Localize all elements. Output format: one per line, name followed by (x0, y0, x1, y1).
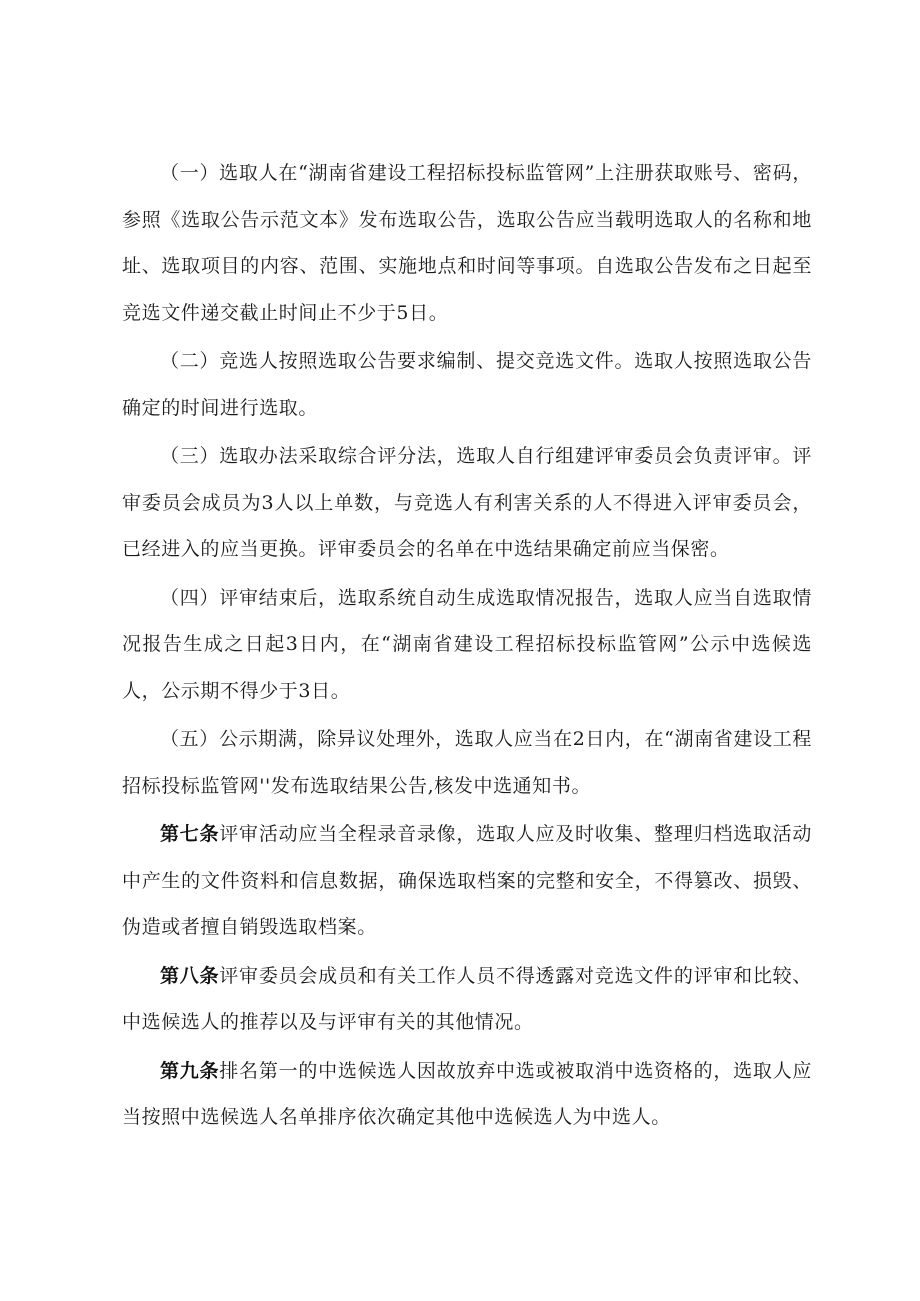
article-7-label: 第七条 (160, 823, 220, 845)
article-8-text: 评审委员会成员和有关工作人员不得透露对竞选文件的评审和比较、中选候选人的推荐以及与评审有关的其他情况。 (122, 964, 812, 1033)
document-body (122, 150, 812, 1141)
paragraph-3 (122, 433, 812, 573)
paragraph-5-text: （五）公示期满，除异议处理外，选取人应当在2日内，在“湖南省建设工程招标投标监管网''发布选取结果公告,核发中选通知书。 (122, 728, 812, 797)
article-8-label: 第八条 (160, 964, 220, 987)
article-8 (122, 953, 812, 1046)
paragraph-2-text: （二）竞选人按照选取公告要求编制、提交竞选文件。选取人按照选取公告确定的时间进行选取。 (122, 350, 812, 419)
paragraph-3-text: （三）选取办法采取综合评分法，选取人自行组建评审委员会负责评审。评审委员会成员为3人以上单数，与竞选人有利害关系的人不得进入评审委员会，已经进入的应当更换。评审委员会的名单在中选结果确定前应当保密。 (122, 445, 812, 560)
article-7-text: 评审活动应当全程录音录像，选取人应及时收集、整理归档选取活动中产生的文件资料和信息数据，确保选取档案的完整和安全，不得篡改、损毁、伪造或者擅自销毁选取档案。 (122, 823, 812, 938)
paragraph-1 (122, 150, 812, 336)
paragraph-5 (122, 716, 812, 809)
article-7 (122, 811, 812, 951)
paragraph-2 (122, 338, 812, 431)
paragraph-4-text: （四）评审结束后，选取系统自动生成选取情况报告，选取人应当自选取情况报告生成之日起3日内，在“湖南省建设工程招标投标监管网”公示中选候选人，公示期不得少于3日。 (122, 586, 812, 702)
paragraph-4 (122, 575, 812, 715)
paragraph-1-text: （一）选取人在“湖南省建设工程招标投标监管网”上注册获取账号、密码，参照《选取公告示范文本》发布选取公告，选取公告应当载明选取人的名称和地址、选取项目的内容、范围、实施地点和时间等事项。自选取公告发布之日起至竞选文件递交截止时间止不少于5日。 (122, 162, 812, 324)
article-9-label: 第九条 (160, 1059, 220, 1082)
article-9 (122, 1048, 812, 1141)
article-9-text: 排名第一的中选候选人因故放弃中选或被取消中选资格的，选取人应当按照中选候选人名单排序依次确定其他中选候选人为中选人。 (122, 1059, 812, 1128)
